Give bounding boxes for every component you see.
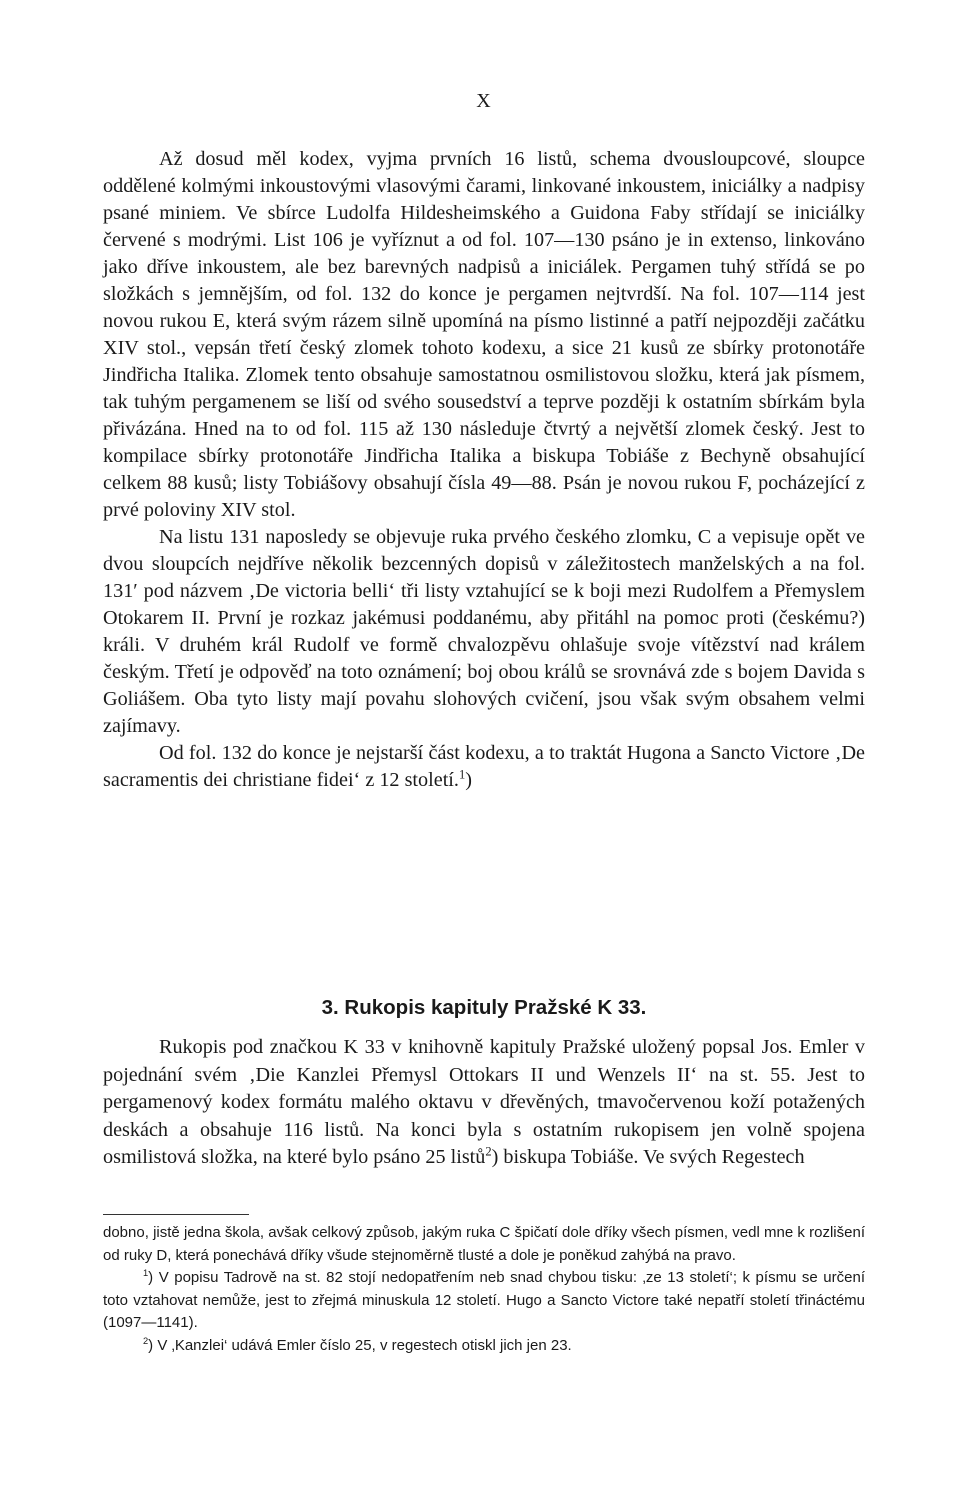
paragraph-4	[103, 1034, 865, 1172]
footnote-continuation: dobno, jistě jedna škola, avšak celkový způsob, jakým ruka C špičatí dole dříky všech písmen, vedl mne k rozlišení od ruky D, která ponechává dříky všude stejnoměrně tlusté a dole je poněkud zahýbá na pravo.	[103, 1224, 865, 1264]
paragraph-4-end: ) biskupa Tobiáše. Ve svých Regestech	[491, 1146, 805, 1168]
paragraph-3	[103, 740, 865, 794]
footnote-rule	[103, 1214, 249, 1215]
paragraph-3-close: )	[465, 769, 472, 791]
footnote-1-text: ) V popisu Tadrově na st. 82 stojí nedopatřením neb snad chybou tisku: ‚ze 13 století‘; k písmu se určení toto vztahovat nemůže, jest to zřejmá minuskula 12 století. Hugo a Sancto Victore také nepatří století třináctému (1097—1141).	[103, 1269, 865, 1331]
footnote-1	[103, 1267, 865, 1335]
page-number: X	[476, 90, 492, 112]
section-text	[103, 1034, 865, 1172]
footnote-2	[103, 1335, 865, 1358]
main-text	[103, 146, 865, 794]
footnotes	[103, 1222, 865, 1357]
paragraph-3-text: Od fol. 132 do konce je nejstarší část kodexu, a to traktát Hugona a Sancto Victore ‚De sacramentis dei christiane fidei‘ z 12 století.	[103, 742, 865, 791]
section-heading: 3. Rukopis kapituly Pražské K 33.	[321, 996, 647, 1019]
paragraph-2: Na listu 131 naposledy se objevuje ruka prvého českého zlomku, C a vepisuje opět ve dvou sloupcích nejdříve několik bezcenných dopisů v záležitostech manželských a na fol. 131′ pod názvem ‚De victoria belli‘ tři listy vztahující se k boji mezi Rudolfem a Přemyslem Otokarem II. První je rozkaz jakémusi poddanému, aby přitáhl na pomoc proti (českému?) králi. V druhém král Rudolf ve formě chvalozpěvu ohlašuje svoje vítězství nad králem českým. Třetí je odpověď na toto oznámení; boj obou králů se srovnává zde s bojem Davida s Goliášem. Oba tyto listy mají povahu slohových cvičení, jsou však svým obsahem velmi zajímavy.	[103, 526, 865, 737]
footnote-mark-1: 1	[458, 767, 466, 782]
footnote-1-mark: 1	[143, 1268, 149, 1278]
paragraph-4-start: Rukopis pod značkou K 33 v knihovně kapituly Pražské uložený popsal Jos. Emler v pojednání svém ‚Die Kanzlei Přemysl Ottokars II und Wenzels II‘ na st. 55. Jest to pergamenový kodex formátu malého oktavu v dřevěných, tmavočervenou koží potažených deskách a obsahuje 116 listů. Na konci byla s ostatním rukopisem jen volně spojena osmilistová složka, na které bylo psáno 25 listů	[103, 1036, 865, 1168]
footnote-2-mark: 2	[143, 1335, 149, 1346]
footnote-mark-2: 2	[485, 1144, 492, 1159]
footnote-2-text: ) V ‚Kanzlei‘ udává Emler číslo 25, v regestech otiskl jich jen 23.	[148, 1336, 572, 1354]
paragraph-1: Až dosud měl kodex, vyjma prvních 16 listů, schema dvousloupcové, sloupce oddělené kolmými inkoustovými vlasovými čarami, linkované inkoustem, iniciálky a nadpisy psané miniem. Ve sbírce Ludolfa Hildesheimského a Guidona Faby střídají se iniciálky červené s modrými. List 106 je vyříznut a od fol. 107—130 psáno je in extenso, linkováno jako dříve inkoustem, ale bez barevných nadpisů a iniciálek. Pergamen tuhý střídá se po složkách s jemnějším, od fol. 132 do konce je pergamen nejtvrdší. Na fol. 107—114 jest novou rukou E, která svým rázem silně upomíná na písmo listinné a patří nejpozději začátku XIV stol., vepsán třetí český zlomek tohoto kodexu, a sice 21 kusů ze sbírky protonotáře Jindřicha Italika. Zlomek tento obsahuje samostatnou osmilistovou složku, která jak písmem, tak tuhým pergamenem se liší od svého sousedství a teprve později k ostatním sbírkám byla přivázána. Hned na to od fol. 115 až 130 následuje čtvrtý a největší zlomek český. Jest to kompilace sbírky protonotáře Jindřicha Italika a biskupa Tobiáše z Bechyně obsahující celkem 88 kusů; listy Tobiášovy obsahují čísla 49—88. Psán je novou rukou F, pocházející z prvé poloviny XIV stol.	[103, 148, 865, 521]
